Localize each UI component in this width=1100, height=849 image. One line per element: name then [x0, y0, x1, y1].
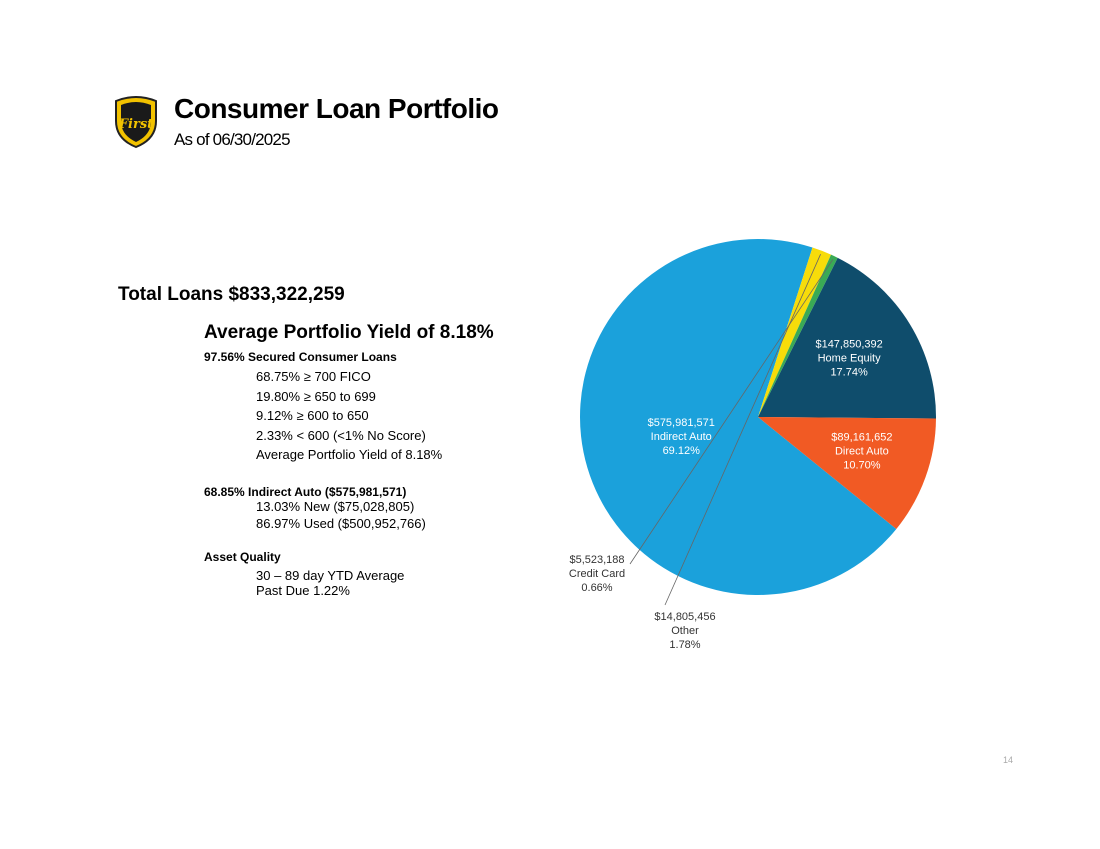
pie-label-percent-home-equity: 17.74%: [830, 366, 868, 379]
total-loans: Total Loans $833,322,259: [118, 284, 345, 305]
pie-label-value-direct-auto: $89,161,652: [831, 431, 893, 444]
list-item: Past Due 1.22%: [256, 583, 350, 598]
pie-label-value-indirect-auto: $575,981,571: [647, 416, 715, 429]
pie-label-category-other: Other: [671, 625, 699, 637]
pie-label-value-credit-card: $5,523,188: [569, 554, 625, 566]
list-item: 9.12% ≥ 600 to 650: [256, 408, 369, 423]
list-item: 2.33% < 600 (<1% No Score): [256, 427, 426, 443]
pie-label-category-indirect-auto: Indirect Auto: [650, 430, 712, 443]
pie-label-category-home-equity: Home Equity: [817, 352, 881, 365]
pie-label-category-direct-auto: Direct Auto: [834, 445, 889, 458]
indirect-auto-list: [256, 499, 426, 532]
indirect-auto-heading: 68.85% Indirect Auto ($575,981,571): [204, 485, 407, 499]
page-title: Consumer Loan Portfolio: [174, 93, 499, 124]
secured-loans-heading: 97.56% Secured Consumer Loans: [204, 350, 397, 364]
list-item: 86.97% Used ($500,952,766): [256, 515, 426, 531]
list-item: Average Portfolio Yield of 8.18%: [256, 447, 443, 462]
secured-loans-list: [256, 367, 442, 465]
logo-text: First: [118, 117, 154, 132]
list-item: 30 – 89 day YTD Average: [256, 568, 405, 583]
asset-quality-list: [256, 568, 404, 598]
pie-label-percent-other: 1.78%: [669, 639, 701, 651]
bank-logo: [112, 95, 160, 149]
page-number: 14: [1003, 755, 1014, 765]
list-item: 68.75% ≥ 700 FICO: [256, 369, 371, 384]
as-of-date: As of 06/30/2025: [174, 130, 290, 149]
average-yield-heading: Average Portfolio Yield of 8.18%: [204, 322, 494, 343]
pie-label-percent-indirect-auto: 69.12%: [662, 444, 700, 457]
pie-label-value-home-equity: $147,850,392: [815, 338, 883, 351]
pie-label-value-other: $14,805,456: [654, 611, 716, 623]
pie-label-percent-direct-auto: 10.70%: [843, 459, 881, 472]
pie-label-percent-credit-card: 0.66%: [581, 582, 613, 594]
list-item: 19.80% ≥ 650 to 699: [256, 388, 376, 404]
pie-label-category-credit-card: Credit Card: [568, 568, 626, 580]
loan-portfolio-pie-chart: [560, 230, 960, 660]
list-item: 13.03% New ($75,028,805): [256, 499, 415, 514]
asset-quality-heading: Asset Quality: [204, 550, 281, 564]
